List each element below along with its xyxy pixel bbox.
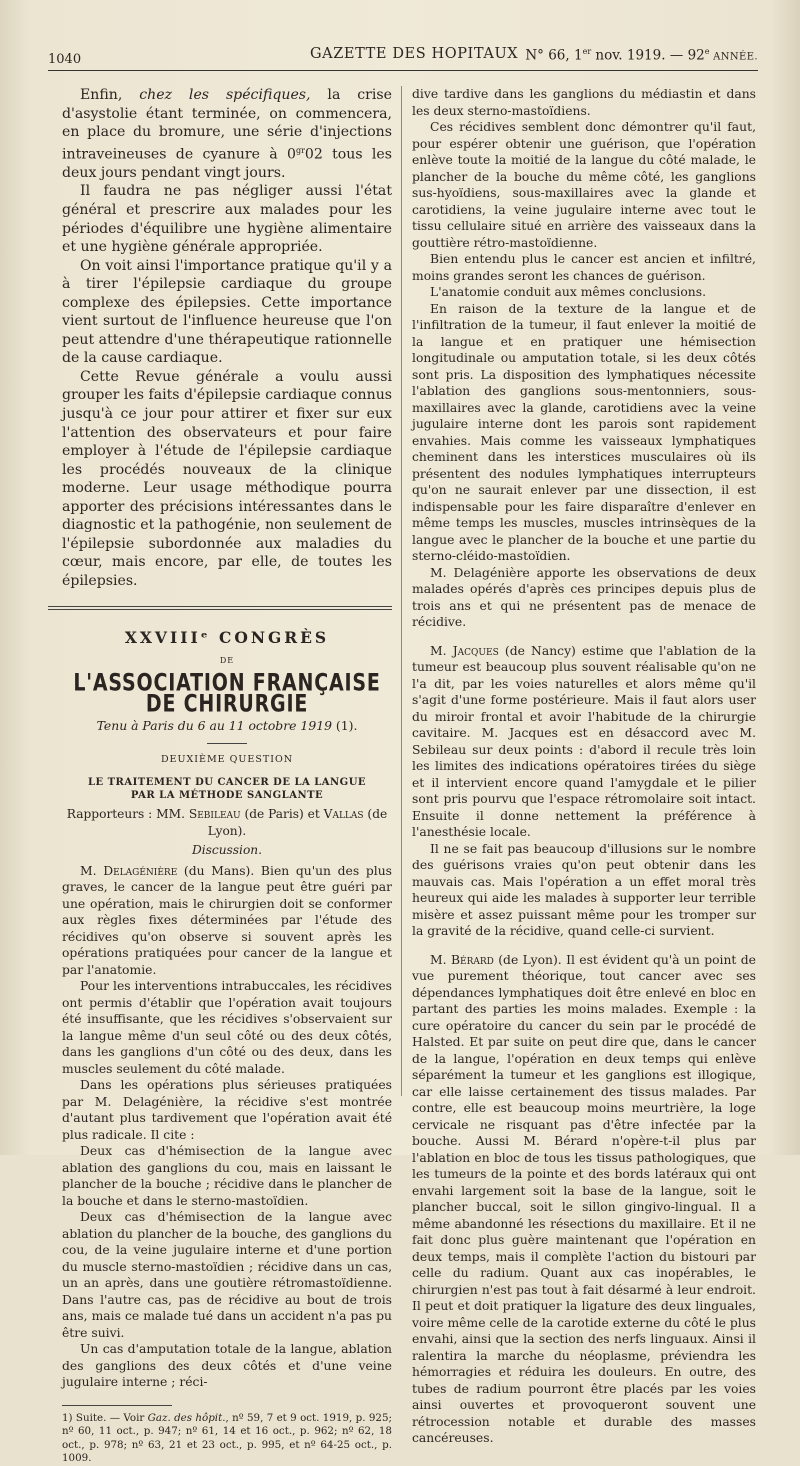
paragraph: Ces récidives semblent donc démontrer qu'il faut, pour espérer obtenir une guérison, que l'opération enlève toute la moitié de la langue du côté malade, le plancher de la bouche du même côté, les ganglions sus-hyoïdiens, sous-maxillaires avec la glande et carotidiens, la veine jugulaire interne avec tout le tissu cellulaire situé en arrière des vaisseaux dans la gouttière rétro-mastoïdienne.	[412, 120, 756, 250]
congress-heading: XXVIIIᵉ CONGRÈS	[124, 628, 330, 648]
right-column	[412, 86, 756, 1447]
rapporteurs: Rapporteurs : MM. Sebileau (de Paris) et Vallas (de Lyon).	[66, 807, 388, 838]
paragraph: Bien entendu plus le cancer est ancien et infiltré, moins grandes seront les chances de guérison.	[412, 252, 756, 283]
page-header	[48, 46, 758, 68]
paragraph: Un cas d'amputation totale de la langue, ablation des ganglions des deux côtés et d'une veine jugulaire interne ; réci-	[62, 1342, 392, 1390]
paragraph: On voit ainsi l'importance pratique qu'il y a à tirer l'épilepsie cardiaque du groupe complexe des épilepsies. Cette importance vient surtout de l'influence heureuse que l'on peut attendre d'une thérapeutique rationnelle de la cause cardiaque.	[62, 257, 392, 367]
paragraph: Cette Revue générale a voulu aussi grouper les faits d'épilepsie cardiaque connus jusqu'à ce jour pour attirer et fixer sur eux l'attention des observateurs et pour faire employer à l'étude de l'épilepsie cardiaque les procédés nouveaux de la clinique moderne. Leur usage méthodique pourra apporter des précisions intéressantes dans le diagnostic et la pathogénie, non seulement de l'épilepsie subordonnée aux maladies du cœur, mais encore, par elle, de toutes les épilepsies.	[62, 368, 392, 589]
paragraph: M. Jacques (de Nancy) estime que l'ablation de la tumeur est beaucoup plus souvent réalisable qu'on ne l'a dit, par les voies naturelles et alors même qu'il s'agit d'une forme postérieure. Mais il faut alors user du miroir frontal et avoir l'habitude de la chirurgie cavitaire. M. Jacques est en désaccord avec M. Sebileau sur deux points : d'abord il recule très loin les limites des indications opératoires tirées du siège et il intervient encore quand l'amygdale et le pilier sont pris pourvu que l'espace rétromolaire soit intact. Ensuite il donne nettement la préférence à l'anesthésie locale.	[412, 643, 756, 839]
paragraph: Il faudra ne pas négliger aussi l'état général et prescrire aux malades pour les périodes d'équilibre une hygiène alimentaire et une hygiène générale appropriée.	[62, 183, 392, 256]
paragraph: Il ne se fait pas beaucoup d'illusions sur le nombre des guérisons vraies qu'on peut obtenir dans les mauvais cas. Mais l'opération a un effet moral très heureux qui aide les malades à supporter leur terrible misère et assez puissant même pour les tromper sur la gravité de la récidive, quand celle-ci survient.	[412, 841, 756, 938]
discussion-body	[62, 863, 392, 1391]
paragraph: Deux cas d'hémisection de la langue avec ablation du plancher de la bouche, des ganglions du cou, de la veine jugulaire interne et d'une portion du muscle sterno-mastoïdien ; récidive dans un cas, un an après, dans une goutière rétromastoïdienne. Dans l'autre cas, pas de récidive au bout de trois ans, mais ce malade tué dans un accident n'a pas pu être suivi.	[62, 1210, 392, 1340]
paragraph: M. Delagénière (du Mans). Bien qu'un des plus graves, le cancer de la langue peut être guéri par une opération, mais le chirurgien doit se conformer aux règles fixes déterminées par l'étude des récidives qu'on observe si souvent après les opérations pratiquées pour cancer de la langue et par l'anatomie.	[62, 863, 392, 977]
topic-heading: LE TRAITEMENT DU CANCER DE LA LANGUE PAR LA MÉTHODE SANGLANTE	[87, 777, 367, 802]
question-label: DEUXIÈME QUESTION	[160, 753, 294, 765]
paragraph: M. Delagénière apporte les observations de deux malades opérés d'après ces principes depuis plus de trois ans et qui ne présentent pas de menace de récidive.	[412, 565, 756, 629]
association-heading: L'ASSOCIATION FRANÇAISE DE CHIRURGIE	[73, 669, 381, 718]
left-column	[62, 86, 392, 1466]
paragraph: Deux cas d'hémisection de la langue avec ablation des ganglions du cou, mais en laissant le plancher de la bouche ; récidive dans le plancher de la bouche et dans le sterno-mastoïdien.	[62, 1144, 392, 1208]
paragraph: M. Bérard (de Lyon). Il est évident qu'à un point de vue purement théorique, tout cancer avec ses dépendances lymphatiques doit être enlevé en bloc en partant des parties les moins malades. Exemple : la cure opératoire du cancer du sein par le procédé de Halsted. Et par suite on peut dire que, dans le cancer de la langue, l'opération en deux temps qui enlève séparément la tumeur et les ganglions est illogique, car elle laisse certainement des tissus malades. Par contre, elle est beaucoup moins meurtrière, la loge cervicale ne risquant pas d'être infectée par la bouche. Aussi M. Bérard n'opère-t-il plus par l'ablation en bloc de tous les tissus pathologiques, que les tumeurs de la pointe et des bords latéraux qui ont envahi largement soit la base de la langue, soit le plancher buccal, soit le sillon gingivo-lingual. Il a même abandonné les résections du maxillaire. Et il ne fait donc plus guère maintenant que l'opération en deux temps, mais il complète l'action du bistouri par celle du radium. Quant aux cas inopérables, le chirurgien n'est pas tout à fait désarmé à leur endroit. Il peut et doit pratiquer la ligature des deux linguales, voire même celle de la carotide externe du côté le plus envahi, ainsi que la section des nerfs linguaux. Ainsi il ralentira la marche du néoplasme, préviendra les hémorragies et réduira les douleurs. En outre, des tubes de radium pourront être placés par les voies ainsi ouvertes et provoqueront souvent une rétrocession notable et durable des masses cancéreuses.	[412, 952, 757, 1445]
section-separator	[48, 606, 392, 610]
footnote: 1) Suite. — Voir Gaz. des hôpit., nº 59, 7 et 9 oct. 1919, p. 925; nº 60, 11 oct., p. 947; nº 61, 14 et 16 oct., p. 962; nº 62, 18 oct., p. 978; nº 63, 21 et 23 oct., p. 995, et nº 64-25 oct., p. 1009.	[62, 1411, 392, 1465]
journal-title: GAZETTE DES HOPITAUX	[310, 46, 519, 62]
issue-info: N° 66, 1er nov. 1919. — 92e ANNÉE.	[525, 47, 758, 64]
paragraph: Enfin, chez les spécifiques, la crise d'asystolie étant terminée, on commencera, en place du bromure, une série d'injections intraveineuses de cyanure à $0^{gr}02$ tous les deux jours pendant vingt jours.	[62, 87, 392, 181]
paragraph: L'anatomie conduit aux mêmes conclusions.	[430, 285, 707, 299]
paragraph: dive tardive dans les ganglions du médiastin et dans les deux sterno-mastoïdiens.	[412, 87, 756, 118]
congress-de: DE	[219, 655, 235, 665]
discussion-label: Discussion.	[191, 843, 263, 858]
paragraph: Dans les opérations plus sérieuses pratiquées par M. Delagénière, la récidive s'est montrée d'autant plus tardivement que l'opération avait été plus radicale. Il cite :	[62, 1078, 392, 1142]
footnote-rule	[62, 1405, 172, 1406]
header-rule	[48, 70, 758, 71]
congress-dates: Tenu à Paris du 6 au 11 octobre 1919 (1).	[96, 718, 358, 734]
page-number: 1040	[48, 52, 82, 67]
paragraph: Pour les interventions intrabuccales, les récidives ont permis d'établir que l'opération avait toujours été insuffisante, que les récidives s'observaient sur la langue même d'un seul côté ou des deux côtés, dans les ganglions d'un côté ou des deux, dans les muscles seulement du côté malade.	[62, 979, 392, 1076]
short-rule	[207, 743, 247, 744]
article-conclusion	[62, 86, 392, 590]
paragraph: En raison de la texture de la langue et de l'infiltration de la tumeur, il faut enlever la moitié de la langue et en pratiquer une hémisection longitudinale ou amputation totale, si les deux côtés sont pris. La disposition des lymphatiques nécessite l'ablation des ganglions sous-mentonniers, sous-maxillaires avec la glande, carotidiens avec la veine jugulaire interne dont les parois sont rapidement envahies. Mais comme les vaisseaux lymphatiques cheminent dans les interstices musculaires où ils présentent des nodules lymphatiques interrupteurs qu'on ne saurait enlever par une dissection, il est indispensable pour les faire disparaître d'enlever en même temps les muscles, muscles intrinsèques de la langue avec le plancher de la bouche et une partie du sterno-cléido-mastoïdien.	[412, 301, 756, 563]
column-divider	[401, 86, 402, 1096]
